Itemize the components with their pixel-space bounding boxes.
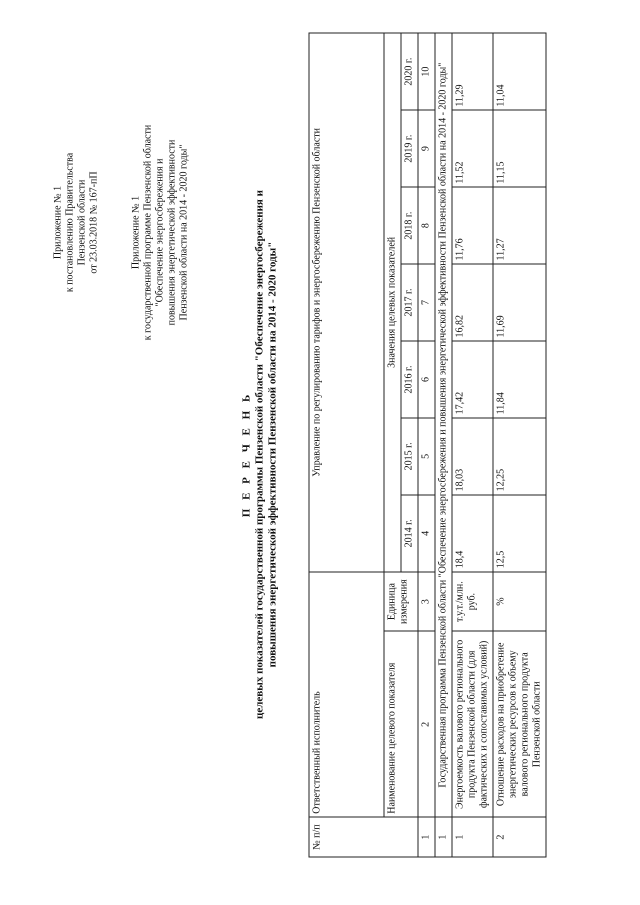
appendix-note-decree	[53, 113, 101, 333]
column-number: 2	[418, 631, 435, 817]
indicator-unit: т.у.т./млн. руб.	[452, 572, 493, 632]
column-number: 9	[418, 110, 435, 187]
indicator-value: 18,4	[452, 495, 493, 572]
indicator-value: 11,84	[493, 341, 546, 418]
header-year: 2020 г.	[401, 33, 418, 110]
header-unit: Единица измерения	[384, 572, 418, 632]
indicator-value: 11,76	[452, 187, 493, 264]
indicator-value: 16,82	[452, 264, 493, 341]
title-line-1: целевых показателей государственной программы Пензенской области "Обеспечение энергосбережения и	[253, 190, 266, 719]
table-header-row	[309, 33, 384, 857]
header-year: 2017 г.	[401, 264, 418, 341]
header-year: 2015 г.	[401, 418, 418, 495]
indicator-value: 12,5	[493, 495, 546, 572]
appendix-line: от 23.03.2018 № 167-пП	[88, 171, 100, 274]
header-responsible: Ответственный исполнитель	[309, 572, 384, 817]
column-number: 10	[418, 33, 435, 110]
appendix-line: Приложение № 1	[52, 185, 64, 260]
appendix-line: Приложение № 1	[130, 195, 142, 270]
table-header-row	[384, 33, 401, 857]
indicator-value: 11,52	[452, 110, 493, 187]
column-number: 7	[418, 264, 435, 341]
indicators-table	[309, 33, 547, 858]
indicator-value: 11,27	[493, 187, 546, 264]
appendix-line: повышения энергетической эффективности	[166, 139, 178, 326]
document-title	[241, 55, 280, 855]
appendix-line: "Обеспечение энергосбережения и	[154, 158, 166, 307]
row-num: 1	[452, 817, 493, 857]
title-line-2: повышения энергетической эффективности Пензенской области на 2014 - 2020 годы"	[266, 241, 279, 668]
indicator-value: 11,04	[493, 33, 546, 110]
header-year: 2016 г.	[401, 341, 418, 418]
indicator-value: 12,25	[493, 418, 546, 495]
header-indicator-name: Наименование целевого показателя	[384, 631, 418, 817]
indicator-unit: %	[493, 572, 546, 632]
row-num: 2	[493, 817, 546, 857]
column-number: 8	[418, 187, 435, 264]
appendix-line: к государственной программе Пензенской области	[142, 124, 154, 341]
header-num: № п/п	[309, 817, 418, 857]
header-responsible-value: Управление по регулированию тарифов и энергосбережению Пензенской области	[309, 33, 384, 572]
document-page	[1, 0, 640, 905]
indicator-value: 11,69	[493, 264, 546, 341]
column-number: 1	[418, 817, 435, 857]
appendix-line: Пензенской области на 2014 - 2020 годы"	[178, 144, 190, 321]
column-number: 3	[418, 572, 435, 632]
indicator-name: Отношение расходов на приобретение энергетических ресурсов к объему валового регионального продукта Пензенской области	[493, 631, 546, 817]
indicator-value: 18,03	[452, 418, 493, 495]
column-numbers-row	[418, 33, 435, 857]
title-main: П Е Р Е Ч Е Н Ь	[240, 391, 253, 518]
indicator-value: 11,29	[452, 33, 493, 110]
column-number: 4	[418, 495, 435, 572]
indicator-value: 17,42	[452, 341, 493, 418]
header-year: 2018 г.	[401, 187, 418, 264]
appendix-line: к постановлению Правительства	[64, 152, 76, 293]
program-row-text: Государственная программа Пензенской области "Обеспечение энергосбережения и повышения энергетической эффективности Пензенской области на 2014 - 2020 годы"	[435, 33, 452, 817]
column-number: 5	[418, 418, 435, 495]
appendix-line: Пензенской области	[76, 179, 88, 266]
header-year: 2014 г.	[401, 495, 418, 572]
header-year: 2019 г.	[401, 110, 418, 187]
table-row	[452, 33, 493, 857]
indicator-name: Энергоемкость валового регионального продукта Пензенской области (для фактических и сопоставимых условий)	[452, 631, 493, 817]
column-number: 6	[418, 341, 435, 418]
program-row-num: 1	[435, 817, 452, 857]
program-row	[435, 33, 452, 857]
header-values-group: Значения целевых показателей	[384, 33, 401, 572]
appendix-note-program	[131, 113, 191, 353]
indicator-value: 11,15	[493, 110, 546, 187]
table-row	[493, 33, 546, 857]
